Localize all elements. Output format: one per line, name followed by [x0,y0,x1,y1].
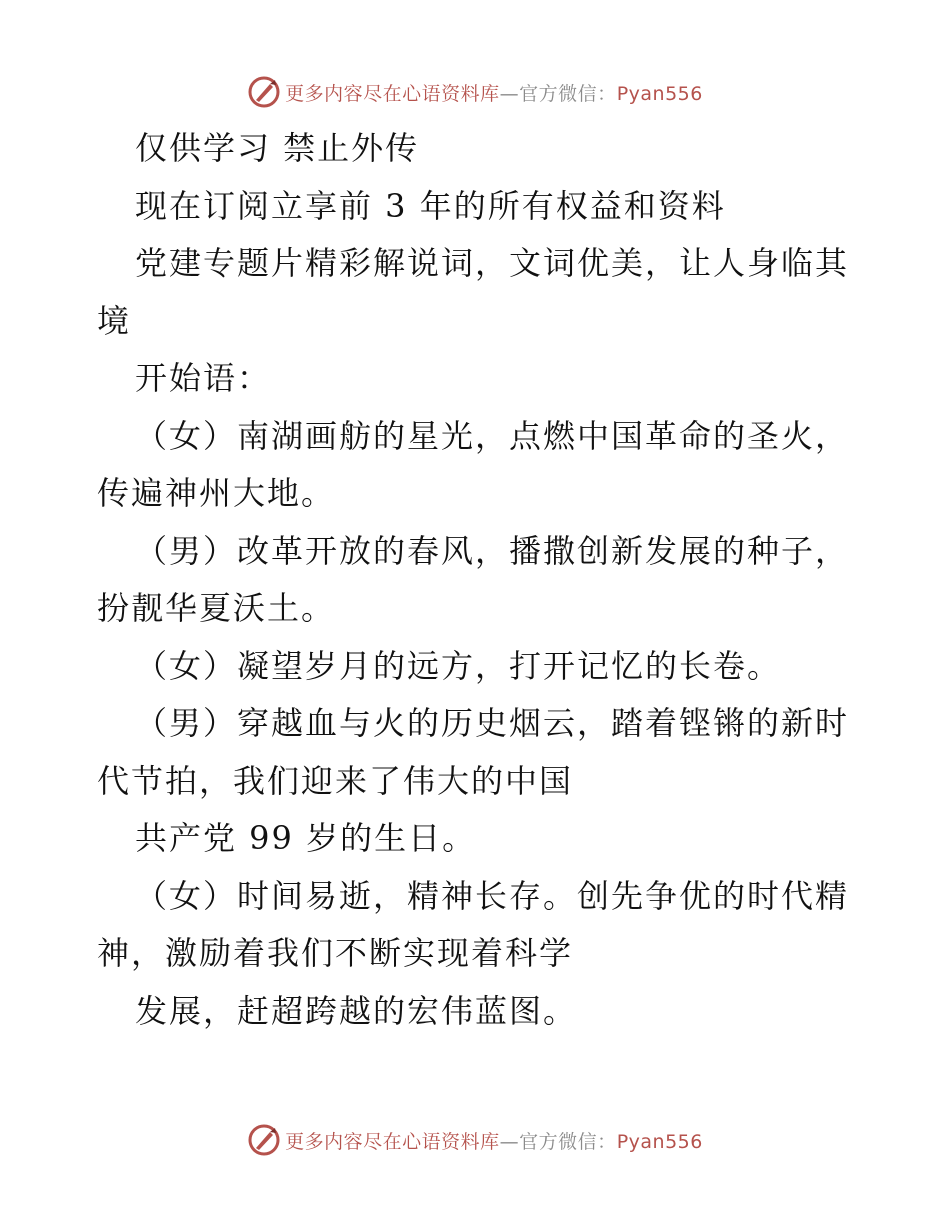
footer-banner [0,1118,950,1162]
header-banner-separator: — [499,82,520,105]
header-banner-title: 更多内容尽在心语资料库 [285,82,500,105]
document-body [97,120,857,1040]
footer-banner-title: 更多内容尽在心语资料库 [285,1130,500,1153]
footer-banner-handle: Pyan556 [616,1130,703,1153]
quill-logo-icon [247,1123,281,1157]
footer-banner-separator: — [499,1130,520,1153]
paragraph-line-male-2: （男）穿越血与火的历史烟云，踏着铿锵的新时代节拍，我们迎来了伟大的中国 [97,704,850,800]
paragraph-line-female-1: （女）南湖画舫的星光，点燃中国革命的圣火，传遍神州大地。 [97,416,850,512]
paragraph-line-female-3: （女）时间易逝，精神长存。创先争优的时代精神，激励着我们不断实现着科学 [97,876,850,972]
header-banner [0,70,950,114]
paragraph-line-female-2: （女）凝望岁月的远方，打开记忆的长卷。 [135,646,782,685]
header-banner-handle: Pyan556 [616,82,703,105]
footer-banner-wechat-label: 官方微信： [519,1130,617,1153]
header-banner-text [285,79,703,106]
paragraph-line-male-2-cont: 共产党 99 岁的生日。 [135,819,477,857]
paragraph-notice: 仅供学习 禁止外传 [135,129,420,167]
paragraph-subscribe: 现在订阅立享前 3 年的所有权益和资料 [135,186,726,225]
header-banner-wechat-label: 官方微信： [519,82,617,105]
quill-logo-icon [247,75,281,109]
paragraph-line-male-1: （男）改革开放的春风，播撒创新发展的种子，扮靓华夏沃土。 [97,531,850,627]
paragraph-line-female-3-cont: 发展，赶超跨越的宏伟蓝图。 [135,991,578,1030]
paragraph-title: 党建专题片精彩解说词，文词优美，让人身临其境 [97,244,850,340]
paragraph-opening-label: 开始语： [135,359,272,397]
footer-banner-text [285,1127,703,1154]
